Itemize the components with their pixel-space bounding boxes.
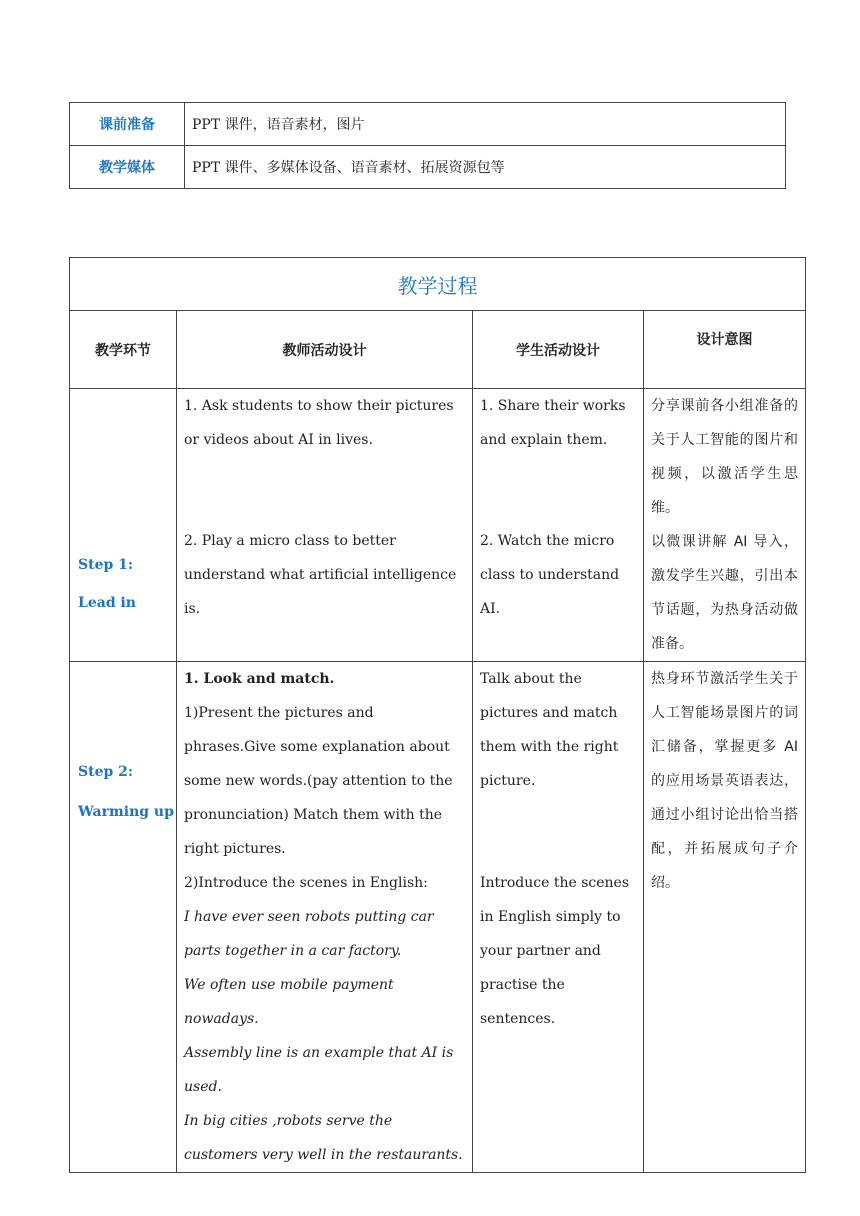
step2-label: Step 2: — [78, 764, 134, 780]
step2-teacher-title: 1. Look and match. — [184, 671, 335, 687]
prep-value: PPT 课件，语音素材，图片 — [185, 103, 786, 146]
media-value: PPT 课件、多媒体设备、语音素材、拓展资源包等 — [185, 146, 786, 189]
prep-label: 课前准备 — [70, 103, 185, 146]
prep-table — [69, 102, 786, 189]
header-intent: 设计意图 — [644, 311, 806, 389]
header-teacher: 教师活动设计 — [177, 311, 473, 389]
step2-name: Warming up — [78, 804, 174, 820]
example-sentence: I have ever seen robots putting car parts together in a car factory. — [184, 909, 434, 959]
process-title: 教学过程 — [70, 258, 806, 311]
step1-label: Step 1: — [78, 557, 134, 573]
step2-student-2: Introduce the scenes in English simply to your partner and practise the sentences. — [480, 875, 630, 1027]
header-stage: 教学环节 — [70, 311, 177, 389]
media-row — [70, 146, 786, 189]
media-label: 教学媒体 — [70, 146, 185, 189]
example-sentence: We often use mobile payment nowadays. — [184, 977, 394, 1027]
step1-student-2: 2. Watch the micro class to understand AI. — [480, 533, 620, 617]
header-row — [70, 311, 806, 389]
step2-teacher-1: 1)Present the pictures and phrases.Give some explanation about some new words.(pay attention to the pronunciation) Match them with the right pictures. — [184, 705, 453, 857]
step1-student-1: 1. Share their works and explain them. — [480, 398, 626, 448]
step1-intent-1: 分享课前各小组准备的关于人工智能的图片和视频，以激活学生思维。 — [651, 398, 798, 516]
step1-teacher-2: 2. Play a micro class to better understand what artificial intelligence is. — [184, 533, 457, 617]
step2-row — [70, 662, 806, 1173]
step1-intent-2: 以微课讲解 AI 导入，激发学生兴趣，引出本节话题，为热身活动做准备。 — [651, 534, 798, 652]
step2-student-1: Talk about the pictures and match them with the right picture. — [480, 671, 619, 789]
step1-name: Lead in — [78, 595, 136, 611]
step1-row — [70, 389, 806, 662]
example-sentence: Assembly line is an example that AI is used. — [184, 1045, 454, 1095]
prep-row — [70, 103, 786, 146]
step2-intent: 热身环节激活学生关于人工智能场景图片的词汇储备，掌握更多 AI 的应用场景英语表达，通过小组讨论出恰当搭配，并拓展成句子介绍。 — [651, 671, 798, 891]
step2-teacher-2: 2)Introduce the scenes in English: — [184, 875, 428, 891]
process-table — [69, 257, 806, 1173]
example-sentence: In big cities ,robots serve the customers very well in the restaurants. — [184, 1113, 463, 1163]
step1-teacher-1: 1. Ask students to show their pictures or videos about AI in lives. — [184, 398, 454, 448]
header-student: 学生活动设计 — [473, 311, 644, 389]
